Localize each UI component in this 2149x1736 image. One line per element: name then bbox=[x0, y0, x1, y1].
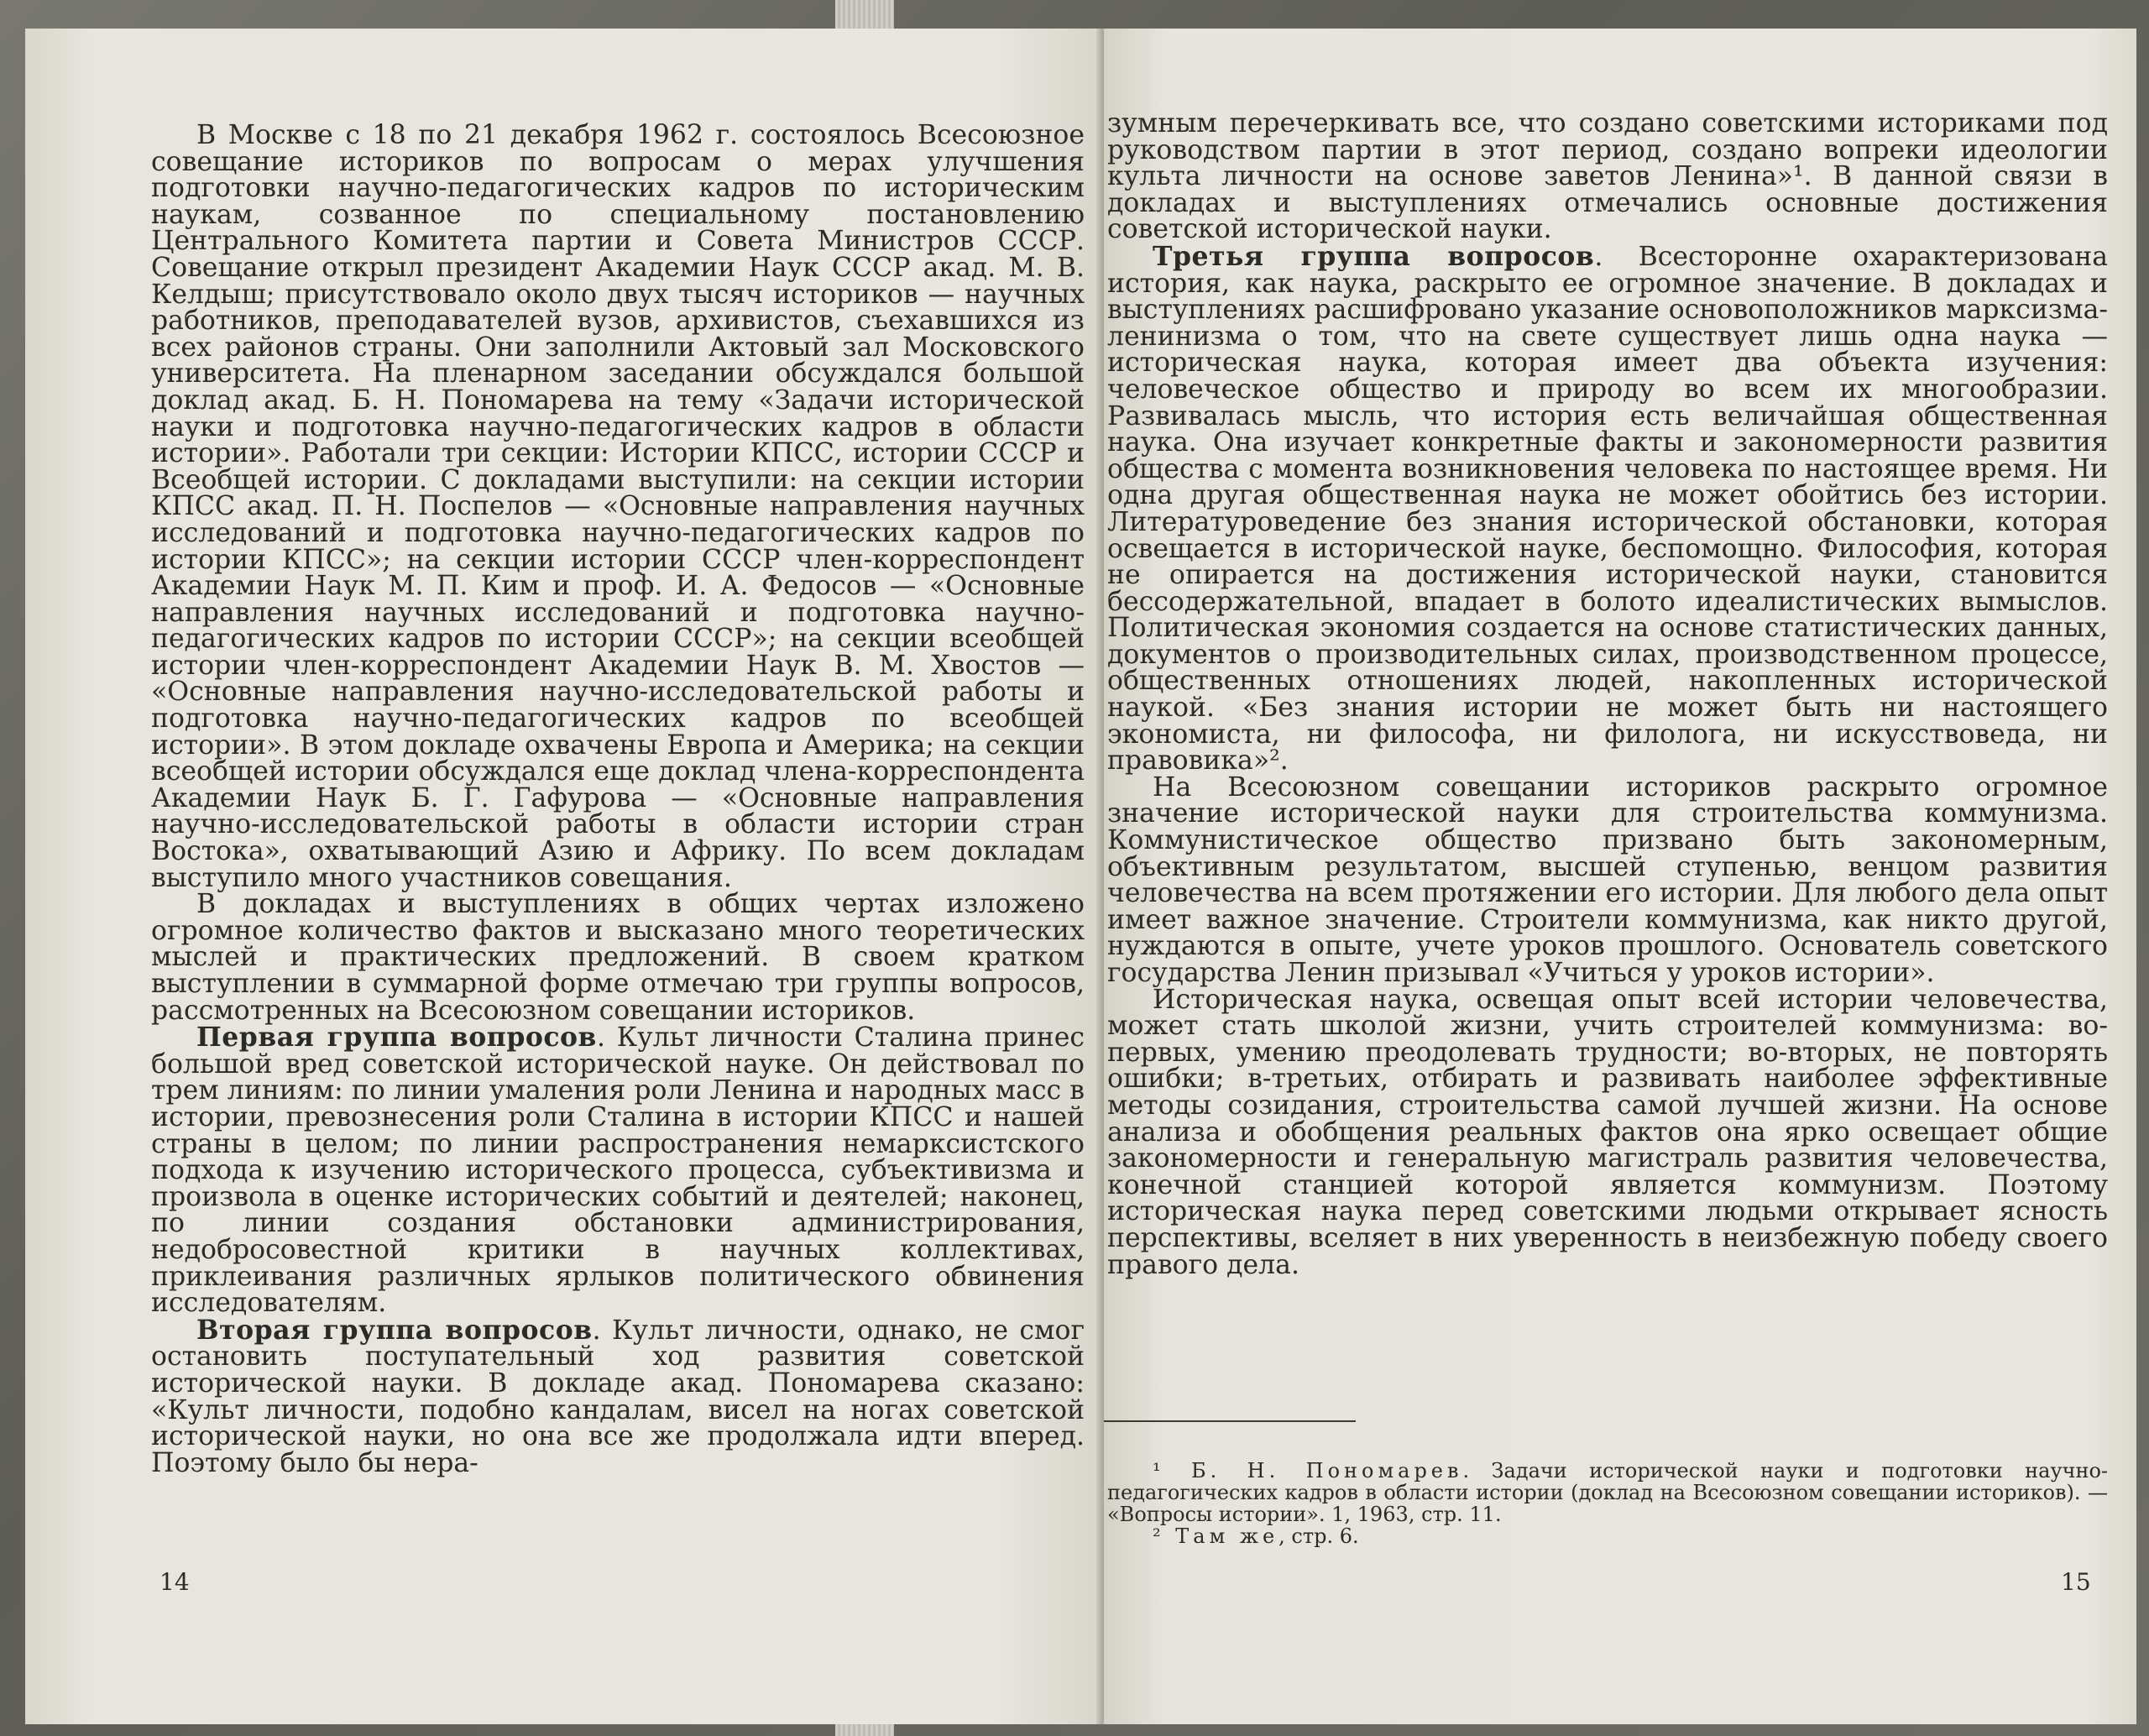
section-heading: Вторая группа вопросов bbox=[196, 1314, 593, 1346]
page-number: 14 bbox=[159, 1568, 190, 1596]
paragraph: зумным перечеркивать все, что создано советскими историками под руководством партии в этот период, создано вопреки идеологии культа личности на основе заветов Ленина»¹. В данной связи в докладах и выступлениях отмечались основные достижения советской исторической науки. bbox=[1107, 108, 2108, 245]
footnote-author: ² Там же bbox=[1153, 1524, 1279, 1548]
section-heading: Третья группа вопросов bbox=[1153, 240, 1595, 272]
paragraph bbox=[1107, 240, 2108, 776]
paragraph-text: . Культ личности, однако, не смог остановить поступательный ход развития советской исторической науки. В докладе акад. Пономарева сказано: «Культ личности, подобно кандалам, висел на ногах советской исторической науки, но она все же продолжала идти вперед. Поэтому было бы нера- bbox=[151, 1315, 1085, 1478]
paragraph: На Всесоюзном совещании историков раскрыто огромное значение исторической науки для строительства коммунизма. Коммунистическое общество призвано быть закономерным, объективным результатом, высшей ступенью, венцом развития человечества на всем протяжении его истории. Для любого дела опыт имеет важное значение. Строители коммунизма, как никто другой, нуждаются в опыте, учете уроков прошлого. Основатель советского государства Ленин призывал «Учиться у уроков истории». bbox=[1107, 771, 2108, 988]
paragraph-text: . Культ личности Сталина принес большой вред советской исторической науке. Он действовал по трем линиям: по линии умаления роли Ленина и народных масс в истории, превознесения роли Сталина в истории КПСС и нашей страны в целом; по линии распространения немарксистского подхода к изучению исторического процесса, субъективизма и произвола в оценке исторических событий и деятелей; наконец, по линии создания обстановки администрирования, недобросовестной критики в научных коллективах, приклеивания различных ярлыков политического обвинения исследователям. bbox=[151, 1022, 1085, 1319]
right-page-text bbox=[1107, 108, 2108, 1280]
bookmark-ribbon-top bbox=[835, 0, 894, 30]
paragraph: В Москве с 18 по 21 декабря 1962 г. состоялось Всесоюзное совещание историков по вопросам о мерах улучшения подготовки научно-педагогических кадров по историческим наукам, созванное по специальному постановлению Центрального Комитета партии и Совета Министров СССР. Совещание открыл президент Академии Наук СССР акад. М. В. Келдыш; присутствовало около двух тысяч историков — научных работников, преподавателей вузов, архивистов, съехавшихся из всех районов страны. Они заполнили Актовый зал Московского университета. На пленарном заседании обсуждался большой доклад акад. Б. Н. Пономарева на тему «Задачи исторической науки и подготовка научно-педагогических кадров в области истории». Работали три секции: Истории КПСС, истории СССР и Всеобщей истории. С докладами выступили: на секции истории КПСС акад. П. Н. Поспелов — «Основные направления научных исследований и подготовка научно-педагогических кадров по истории КПСС»; на секции истории СССР член-корреспондент Академии Наук М. П. Ким и проф. И. А. Федосов — «Основные направления научных исследований и подготовка научно-педагогических кадров по истории СССР»; на секции всеобщей истории член-корреспондент Академии Наук В. М. Хвостов — «Основные направления научно-исследовательской работы и подготовка научно-педагогических кадров по всеобщей истории». В этом докладе охвачены Европа и Америка; на секции всеобщей истории обсуждался еще доклад члена-корреспондента Академии Наук Б. Г. Гафурова — «Основные направления научно-исследовательской работы в области истории стран Востока», охватывающий Азию и Африку. По всем докладам выступило много участников совещания. bbox=[151, 120, 1085, 893]
footnote bbox=[1107, 1525, 2108, 1547]
page-number: 15 bbox=[2061, 1568, 2091, 1596]
footnote-text: . Задачи исторической науки и подготовки научно-педагогических кадров в области истории (доклад на Всесоюзном совещании историков). — «Вопросы истории». 1, 1963, стр. 11. bbox=[1107, 1459, 2108, 1526]
paragraph-text: . Всесторонне охарактеризована история, как наука, раскрыто ее огромное значение. В докладах и выступлениях расшифровано указание основоположников марксизма-ленинизма о том, что на свете существует лишь одна наука — историческая наука, которая имеет два объекта изучения: человеческое общество и природу во всем их многообразии. Развивалась мысль, что история есть величайшая общественная наука. Она изучает конкретные факты и закономерности развития общества с момента возникновения человека по настоящее время. Ни одна другая общественная наука не может обойтись без истории. Литературоведение без знания исторической обстановки, которая освещается в исторической науке, беспомощно. Философия, которая не опирается на достижения исторической науки, становится бессодержательной, впадает в болото идеалистических вымыслов. Политическая экономия создается на основе статистических данных, документов о производительных силах, производственном процессе, общественных отношениях людей, накопленных исторической наукой. «Без знания истории не может быть ни настоящего экономиста, ни философа, ни филолога, ни искусствоведа, ни правовика»². bbox=[1107, 241, 2108, 776]
footnotes bbox=[1107, 1460, 2108, 1547]
paragraph bbox=[151, 1314, 1085, 1478]
right-page bbox=[1104, 29, 2136, 1724]
left-page bbox=[25, 29, 1104, 1724]
left-page-text bbox=[151, 120, 1085, 1478]
paragraph bbox=[151, 1024, 1085, 1317]
footnote bbox=[1107, 1460, 2108, 1525]
section-heading: Первая группа вопросов bbox=[196, 1022, 597, 1054]
paragraph: Историческая наука, освещая опыт всей истории человечества, может стать школой жизни, учить строителей коммунизма: во-первых, умению преодолевать трудности; во-вторых, не повторять ошибки; в-третьих, отбирать и развивать наиболее эффективные методы созидания, строительства самой лучшей жизни. На основе анализа и обобщения реальных фактов она ярко освещает общие закономерности и генеральную магистраль развития человечества, конечной станцией которой является коммунизм. Поэтому историческая наука перед советскими людьми открывает ясность перспективы, вселяет в них уверенность в неизбежную победу своего правого дела. bbox=[1107, 984, 2108, 1280]
footnote-divider bbox=[1104, 1420, 1356, 1422]
paragraph: В докладах и выступлениях в общих чертах изложено огромное количество фактов и высказано много теоретических мыслей и практических предложений. В своем кратком выступлении в суммарной форме отмечаю три группы вопросов, рассмотренных на Всесоюзном совещании историков. bbox=[151, 889, 1085, 1026]
footnote-text: , стр. 6. bbox=[1278, 1524, 1359, 1548]
footnote-author: ¹ Б. Н. Пономарев bbox=[1153, 1459, 1463, 1482]
